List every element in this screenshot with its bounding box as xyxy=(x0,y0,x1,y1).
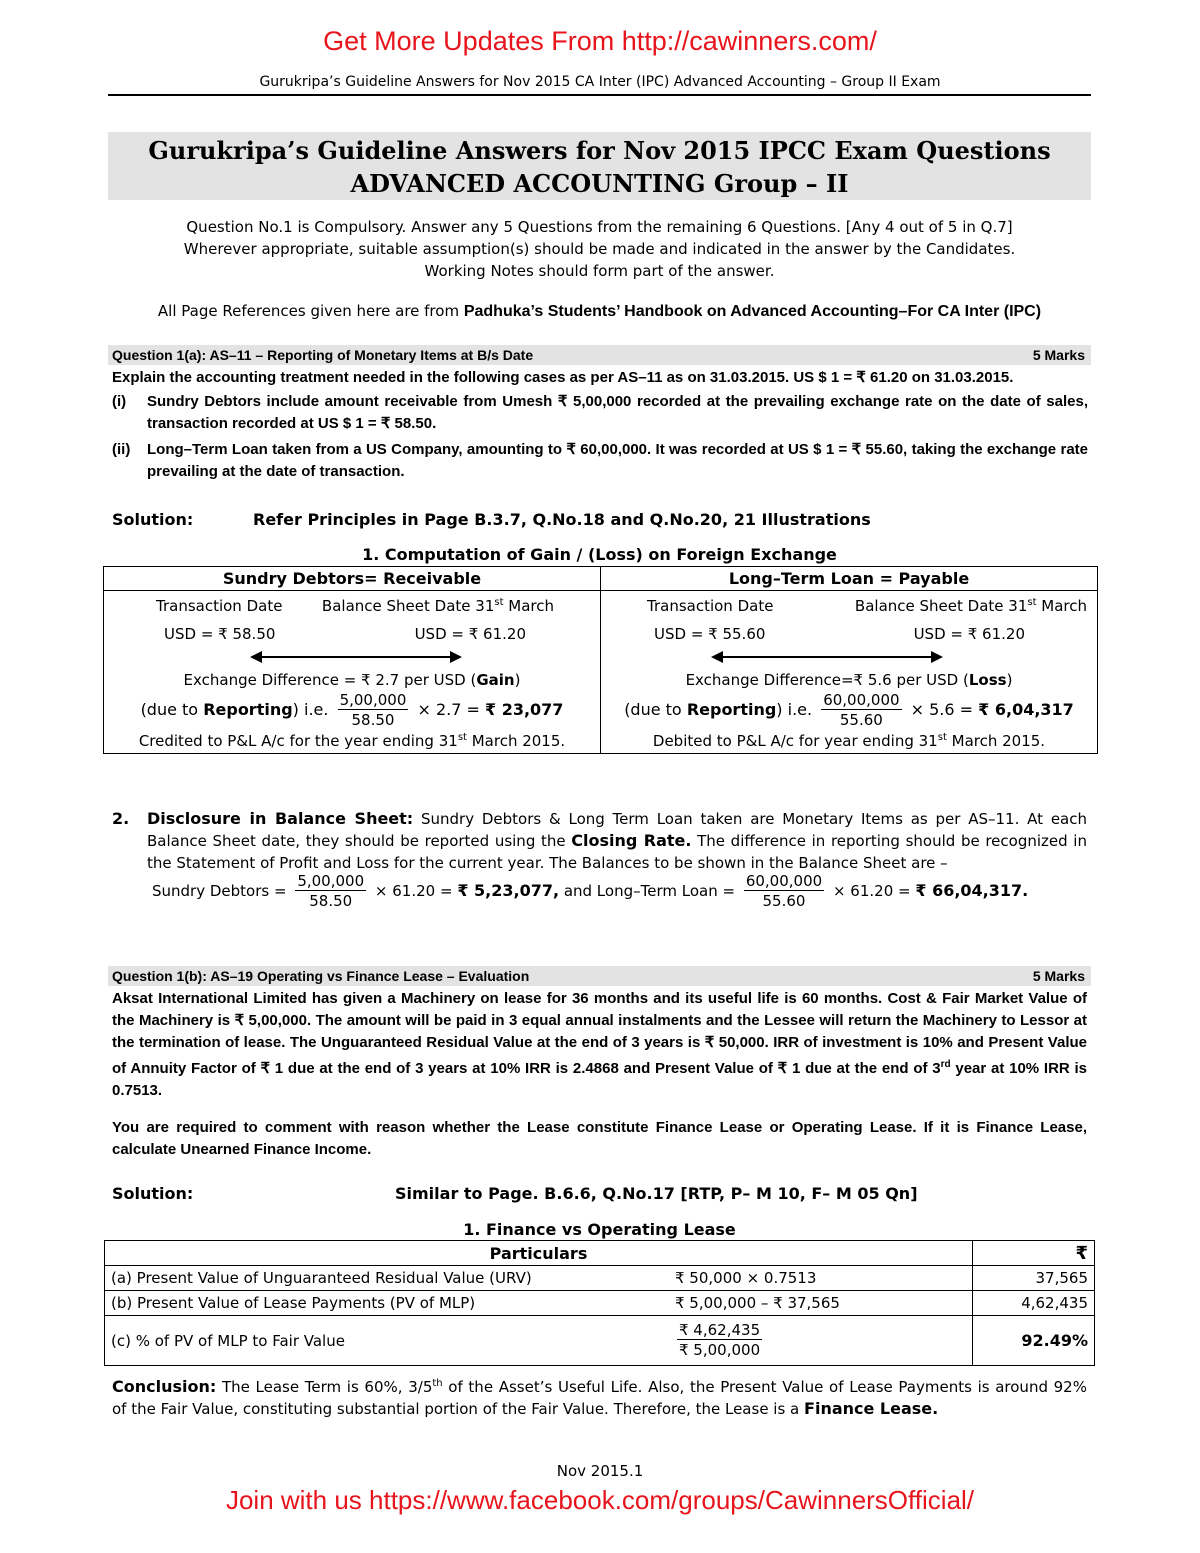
question-1b-heading xyxy=(108,966,1091,986)
item-text: Long–Term Loan taken from a US Company, amounting to ₹ 60,00,000. It was recorded at US $ 1 = ₹ 55.60, taking the exchange rate prevailing at the date of transaction. xyxy=(147,441,1088,480)
date-row xyxy=(607,597,1091,615)
balance-sheet-calculation: Sundry Debtors = $\frac{5,00,000}{58.50}$ × 61.20 = ₹ 5,23,077, and Long–Term Loan = $\frac{60,00,000}{55.60}$ × 61.20 = ₹ 66,04,317. xyxy=(152,872,1029,910)
receivable-header: Sundry Debtors= Receivable xyxy=(104,567,601,591)
usd-balance-sheet-rate: USD = ₹ 61.20 xyxy=(414,625,526,643)
question-item xyxy=(112,439,1088,483)
usd-balance-sheet-rate: USD = ₹ 61.20 xyxy=(913,625,1025,643)
table-row xyxy=(105,1316,1095,1366)
usd-transaction-rate: USD = ₹ 58.50 xyxy=(164,625,276,643)
reporting-calculation: (due to Reporting) i.e. $\frac{5,00,000}{58.50}$ × 2.7 = ₹ 23,077 xyxy=(140,691,564,729)
disclosure-text: Disclosure in Balance Sheet: Sundry Debtors & Long Term Loan taken are Monetary Items as per AS–11. At each Balance Sheet date, they should be reported using the Closing Rate. The difference in reporting should be recognized in the Statement of Profit and Loss for the current year. The Balances to be shown in the Balance Sheet are – xyxy=(147,809,1087,872)
instruction-line: Wherever appropriate, suitable assumption(s) should be made and indicated in the answer by the Candidates. xyxy=(183,240,1016,258)
question-title: Question 1(b): AS–19 Operating vs Finance Lease – Evaluation xyxy=(112,968,530,984)
disclosure-paragraph xyxy=(112,808,1087,874)
row-value: 4,62,435 xyxy=(973,1291,1095,1316)
fraction: $\frac{5,00,000}{58.50}$ xyxy=(339,691,407,729)
page-number: Nov 2015.1 xyxy=(556,1462,644,1480)
table-row xyxy=(105,1266,1095,1291)
header-subtitle: Gurukripa’s Guideline Answers for Nov 2015 CA Inter (IPC) Advanced Accounting – Group II Exam xyxy=(259,74,941,90)
row-label: (b) Present Value of Lease Payments (PV of MLP) xyxy=(105,1291,675,1316)
row-calculation xyxy=(674,1316,973,1366)
item-number: (ii) xyxy=(112,441,131,458)
long-term-loan-result: ₹ 66,04,317. xyxy=(915,881,1029,900)
exchange-difference: Exchange Difference=₹ 5.6 per USD (Loss) xyxy=(685,671,1013,689)
solution-reference: Refer Principles in Page B.3.7, Q.No.18 and Q.No.20, 21 Illustrations xyxy=(253,510,871,529)
row-label: (c) % of PV of MLP to Fair Value xyxy=(105,1316,675,1366)
transaction-date-label: Transaction Date xyxy=(156,597,283,615)
conclusion-paragraph: Conclusion: The Lease Term is 60%, 3/5th of the Asset’s Useful Life. Also, the Present Value of Lease Payments is around 92% of the Fair Value, constituting substantial portion of the Fair Value. Therefore, the Lease is a Finance Lease. xyxy=(112,1377,1087,1418)
title-line-2: ADVANCED ACCOUNTING Group – II xyxy=(350,169,849,198)
receivable-footer: Credited to P&L A/c for the year ending 31st March 2015. xyxy=(138,732,566,750)
lease-evaluation-table xyxy=(104,1240,1095,1366)
promo-bottom-banner: Join with us https://www.facebook.com/groups/CawinnersOfficial/ xyxy=(225,1485,975,1515)
fraction: $\frac{5,00,000}{58.50}$ xyxy=(297,872,365,910)
item-text: Sundry Debtors include amount receivable from Umesh ₹ 5,00,000 recorded at the prevailing exchange rate on the date of sales, transaction recorded at US $ 1 = ₹ 58.50. xyxy=(147,393,1088,432)
solution-label: Solution: xyxy=(112,510,194,529)
row-value: 37,565 xyxy=(973,1266,1095,1291)
table-title: 1. Computation of Gain / (Loss) on Foreign Exchange xyxy=(362,545,837,564)
table-header-row xyxy=(105,1241,1095,1266)
receivable-cell xyxy=(104,591,601,754)
references-book: Padhuka’s Students’ Handbook on Advanced Accounting–For CA Inter (IPC) xyxy=(463,303,1042,320)
item-number: (i) xyxy=(112,393,127,410)
document-title xyxy=(108,132,1091,200)
transaction-date-label: Transaction Date xyxy=(647,597,774,615)
solution-label: Solution: xyxy=(112,1184,194,1203)
question-intro: Explain the accounting treatment needed in the following cases as per AS–11 as on 31.03.2015. US $ 1 = ₹ 61.20 on 31.03.2015. xyxy=(112,369,1014,386)
row-calculation: ₹ 5,00,000 – ₹ 37,565 xyxy=(674,1291,973,1316)
bs-date-label: Balance Sheet Date 31st March xyxy=(321,597,554,615)
question-marks: 5 Marks xyxy=(1032,347,1085,363)
question-marks: 5 Marks xyxy=(1032,968,1085,984)
rate-row xyxy=(607,625,1091,643)
amount-header: ₹ xyxy=(973,1241,1095,1266)
forex-gain-loss-table xyxy=(103,566,1098,754)
instruction-line: Working Notes should form part of the answer. xyxy=(424,262,775,280)
header-divider xyxy=(108,94,1091,96)
row-calculation: ₹ 50,000 × 0.7513 xyxy=(674,1266,973,1291)
payable-footer: Debited to P&L A/c for year ending 31st March 2015. xyxy=(652,732,1046,750)
particulars-header: Particulars xyxy=(105,1241,973,1266)
title-line-1: Gurukripa’s Guideline Answers for Nov 2015 IPCC Exam Questions xyxy=(148,136,1051,165)
loss-result: ₹ 6,04,317 xyxy=(978,700,1074,719)
row-value: 92.49% xyxy=(973,1316,1095,1366)
date-row xyxy=(110,597,594,615)
gain-result: ₹ 23,077 xyxy=(484,700,564,719)
disclosure-number: 2. xyxy=(112,809,130,828)
references-prefix: All Page References given here are from xyxy=(157,302,464,320)
question-title: Question 1(a): AS–11 – Reporting of Monetary Items at B/s Date xyxy=(112,347,534,363)
double-arrow-icon xyxy=(110,649,594,665)
fraction: $\frac{60,00,000}{55.60}$ xyxy=(745,872,823,910)
solution-reference: Similar to Page. B.6.6, Q.No.17 [RTP, P– M 10, F– M 05 Qn] xyxy=(395,1184,918,1203)
payable-header: Long–Term Loan = Payable xyxy=(601,567,1098,591)
table-row xyxy=(105,1291,1095,1316)
references-note xyxy=(108,302,1091,321)
payable-cell xyxy=(601,591,1098,754)
fraction: $\frac{60,00,000}{55.60}$ xyxy=(823,691,900,729)
fraction: $\frac{₹ 4,62,435}{₹ 5,00,000}$ xyxy=(679,1321,761,1359)
double-arrow-icon xyxy=(607,649,1091,665)
promo-top-banner: Get More Updates From http://cawinners.com/ xyxy=(323,26,877,56)
reporting-calculation: (due to Reporting) i.e. $\frac{60,00,000}{55.60}$ × 5.6 = ₹ 6,04,317 xyxy=(624,691,1074,729)
table-title: 1. Finance vs Operating Lease xyxy=(463,1220,736,1239)
question-item xyxy=(112,391,1088,435)
question-1b-requirement: You are required to comment with reason whether the Lease constitute Finance Lease or Operating Lease. If it is Finance Lease, calculate Unearned Finance Income. xyxy=(112,1119,1087,1158)
usd-transaction-rate: USD = ₹ 55.60 xyxy=(654,625,766,643)
exchange-difference: Exchange Difference = ₹ 2.7 per USD (Gain) xyxy=(183,671,521,689)
question-1a-text xyxy=(112,367,1088,483)
question-1b-text: Aksat International Limited has given a Machinery on lease for 36 months and its useful life is 60 months. Cost & Fair Market Value of the Machinery is ₹ 5,00,000. The amount will be paid in 3 equal annual instalments and the Lessee will return the Machinery to Lessor at the termination of lease. The Unguaranteed Residual Value at the end of 3 years is ₹ 50,000. IRR of investment is 10% and Present Value of Annuity Factor of ₹ 1 due at the end of 3 years at 10% IRR is 2.4868 and Present Value of ₹ 1 due at the end of 3rd year at 10% IRR is 0.7513. xyxy=(112,990,1088,1099)
sundry-debtors-result: ₹ 5,23,077, xyxy=(457,881,560,900)
instruction-line: Question No.1 is Compulsory. Answer any 5 Questions from the remaining 6 Questions. [Any 4 out of 5 in Q.7] xyxy=(186,218,1013,236)
rate-row xyxy=(110,625,594,643)
question-1a-heading xyxy=(108,345,1091,365)
instructions xyxy=(108,216,1091,282)
bs-date-label: Balance Sheet Date 31st March xyxy=(854,597,1087,615)
row-label: (a) Present Value of Unguaranteed Residual Value (URV) xyxy=(105,1266,675,1291)
